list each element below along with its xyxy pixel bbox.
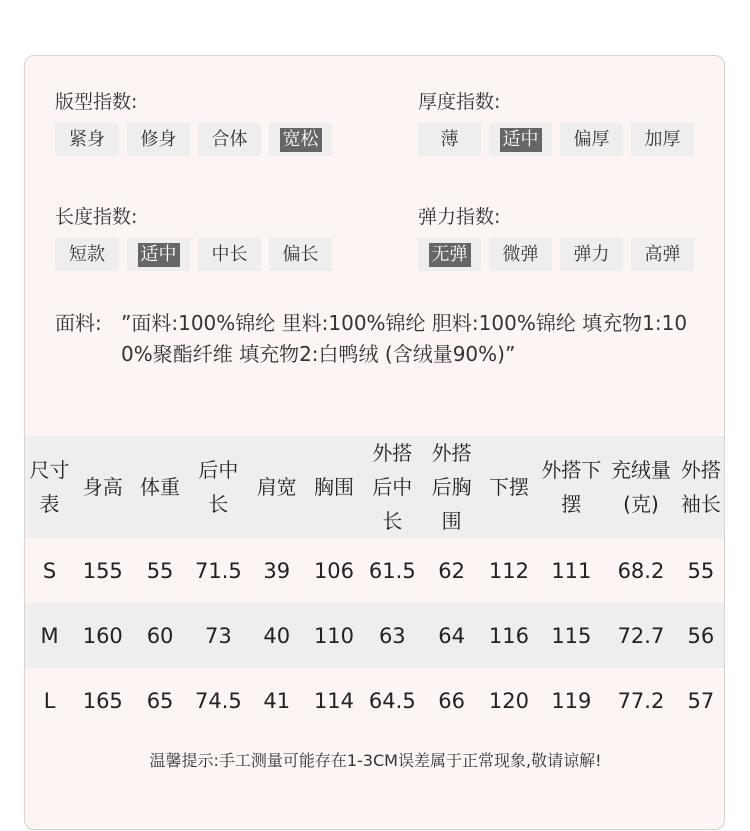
fabric-value: ”面料:100%锦纶 里料:100%锦纶 胆料:100%锦纶 填充物1:100%聚酯纤维 填充物2:白鸭绒 (含绒量90%)” — [121, 311, 688, 366]
table-cell: 66 — [438, 688, 466, 713]
table-cell: 111 — [551, 558, 592, 583]
elasticity-option: 弹力 — [560, 238, 623, 271]
length-index — [55, 204, 332, 271]
header-cell: 下摆 — [488, 475, 529, 499]
table-cell: 40 — [263, 623, 291, 648]
header-cell: 外搭后胸围 — [431, 441, 472, 533]
table-cell: 116 — [488, 623, 529, 648]
table-cell: 41 — [263, 688, 291, 713]
table-cell: L — [43, 688, 56, 713]
table-cell: 64 — [438, 623, 466, 648]
table-cell: 73 — [205, 623, 232, 648]
header-cell: 外搭袖长 — [680, 458, 721, 516]
header-cell: 尺寸表 — [29, 458, 70, 516]
table-cell: 74.5 — [194, 688, 242, 713]
thickness-option: 薄 — [418, 123, 481, 156]
fit-option-selected: 宽松 — [269, 123, 332, 156]
elasticity-option: 高弹 — [631, 238, 694, 271]
table-cell: 106 — [313, 558, 355, 583]
table-cell: 112 — [488, 558, 529, 583]
elasticity-option: 微弹 — [489, 238, 552, 271]
table-cell: 62 — [438, 558, 466, 583]
elasticity-option-selected: 无弹 — [418, 238, 481, 271]
thickness-option: 偏厚 — [560, 123, 623, 156]
size-info-card — [24, 55, 725, 830]
length-option-selected: 适中 — [127, 238, 190, 271]
table-cell: 155 — [82, 558, 123, 583]
thickness-index-title: 厚度指数: — [418, 91, 501, 113]
table-cell: 110 — [313, 623, 355, 648]
thickness-index — [418, 89, 694, 156]
header-cell: 胸围 — [313, 475, 354, 499]
table-cell: 57 — [687, 688, 715, 713]
table-cell: 65 — [146, 688, 174, 713]
thickness-option-selected: 适中 — [489, 123, 552, 156]
table-row — [25, 603, 725, 668]
table-cell: 119 — [551, 688, 592, 713]
size-table — [25, 436, 725, 733]
length-option: 偏长 — [269, 238, 332, 271]
table-cell: 77.2 — [617, 688, 665, 713]
header-cell: 充绒量(克) — [610, 458, 671, 516]
table-cell: S — [42, 558, 57, 583]
table-cell: 60 — [146, 623, 174, 648]
header-cell: 肩宽 — [256, 475, 297, 499]
table-cell: 39 — [263, 558, 291, 583]
length-option: 短款 — [55, 238, 119, 271]
thickness-option: 加厚 — [631, 123, 694, 156]
fabric-label: 面料: — [55, 311, 102, 335]
table-row — [25, 538, 725, 603]
fit-option: 合体 — [198, 123, 261, 156]
header-cell: 体重 — [140, 475, 181, 499]
table-cell: 72.7 — [617, 623, 665, 648]
table-cell: 56 — [687, 623, 715, 648]
size-table-header — [25, 436, 725, 538]
table-cell: 165 — [82, 688, 123, 713]
elasticity-index — [418, 204, 694, 271]
header-cell: 身高 — [82, 475, 123, 499]
header-cell: 外搭后中长 — [372, 441, 413, 533]
length-option: 中长 — [198, 238, 261, 271]
table-cell: 120 — [488, 688, 529, 713]
table-cell: 71.5 — [194, 558, 242, 583]
header-cell: 外搭下摆 — [541, 458, 602, 516]
fit-index — [55, 89, 332, 156]
length-index-title: 长度指数: — [55, 206, 138, 228]
fit-option: 修身 — [127, 123, 190, 156]
table-cell: 64.5 — [368, 688, 416, 713]
table-cell: 68.2 — [617, 558, 665, 583]
table-row — [25, 668, 725, 733]
table-cell: M — [40, 623, 59, 648]
table-cell: 115 — [551, 623, 592, 648]
header-cell: 后中长 — [198, 458, 239, 516]
table-cell: 55 — [146, 558, 174, 583]
fit-index-title: 版型指数: — [55, 91, 138, 113]
fit-option: 紧身 — [55, 123, 119, 156]
table-cell: 63 — [378, 623, 406, 648]
table-cell: 160 — [82, 623, 123, 648]
table-cell: 61.5 — [368, 558, 416, 583]
table-cell: 55 — [687, 558, 715, 583]
table-cell: 114 — [313, 688, 355, 713]
measurement-note: 温馨提示:手工测量可能存在1-3CM误差属于正常现象,敬请谅解! — [149, 751, 602, 770]
fabric-info — [55, 308, 695, 370]
elasticity-index-title: 弹力指数: — [418, 206, 501, 228]
